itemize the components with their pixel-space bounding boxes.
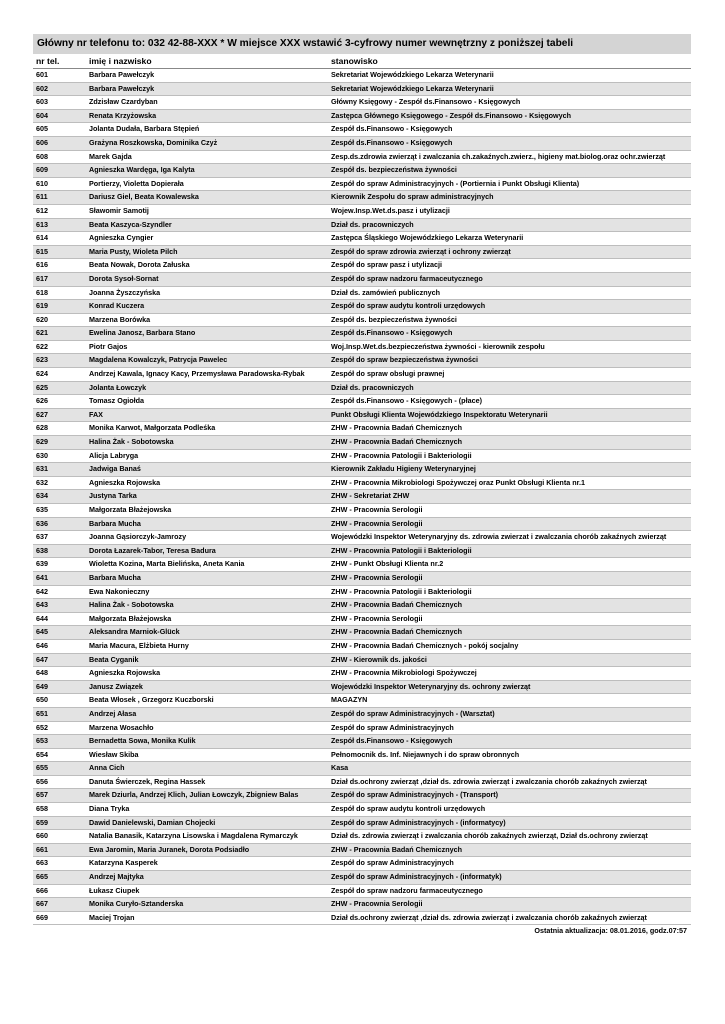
person-name-cell: Dariusz Giel, Beata Kowalewska xyxy=(86,191,328,205)
person-name-cell: Katarzyna Kasperek xyxy=(86,857,328,871)
table-row xyxy=(33,857,691,871)
table-row xyxy=(33,884,691,898)
position-cell: Zespół ds.Finansowo - Księgowych xyxy=(328,735,691,749)
table-row xyxy=(33,123,691,137)
phone-extension-cell: 661 xyxy=(33,843,86,857)
table-row xyxy=(33,667,691,681)
position-cell: Zespół do spraw zdrowia zwierząt i ochrony zwierząt xyxy=(328,245,691,259)
position-cell: Dział ds. zamówień publicznych xyxy=(328,286,691,300)
phone-extension-cell: 603 xyxy=(33,96,86,110)
person-name-cell: Zdzisław Czardyban xyxy=(86,96,328,110)
person-name-cell: Tomasz Ogiołda xyxy=(86,395,328,409)
position-cell: Zespół do spraw audytu kontroli urzędowych xyxy=(328,803,691,817)
phone-extension-cell: 620 xyxy=(33,313,86,327)
position-cell: Zespół do spraw Administracyjnych - (Portiernia i Punkt Obsługi Klienta) xyxy=(328,177,691,191)
person-name-cell: Natalia Banasik, Katarzyna Lisowska i Magdalena Rymarczyk xyxy=(86,830,328,844)
person-name-cell: Ewa Jaromin, Maria Juranek, Dorota Podsiadło xyxy=(86,843,328,857)
position-cell: ZHW - Sekretariat ZHW xyxy=(328,490,691,504)
position-cell: Główny Księgowy - Zespół ds.Finansowo - Księgowych xyxy=(328,96,691,110)
phone-extension-cell: 654 xyxy=(33,748,86,762)
position-cell: Dział ds. zdrowia zwierząt i zwalczania chorób zakaźnych zwierząt, Dział ds.ochrony zwierząt xyxy=(328,830,691,844)
position-cell: Kierownik Zespołu do spraw administracyjnych xyxy=(328,191,691,205)
position-cell: Zespół ds.Finansowo - Księgowych xyxy=(328,327,691,341)
person-name-cell: Monika Curyło-Sztanderska xyxy=(86,898,328,912)
phone-extension-cell: 655 xyxy=(33,762,86,776)
phone-extension-cell: 637 xyxy=(33,531,86,545)
person-name-cell: Danuta Świerczek, Regina Hassek xyxy=(86,775,328,789)
table-row xyxy=(33,803,691,817)
table-row xyxy=(33,680,691,694)
table-row xyxy=(33,612,691,626)
phone-extension-cell: 623 xyxy=(33,354,86,368)
person-name-cell: Andrzej Ałasa xyxy=(86,707,328,721)
person-name-cell: Dorota Sysoł-Sornat xyxy=(86,272,328,286)
person-name-cell: Aleksandra Marniok-Glück xyxy=(86,626,328,640)
table-row xyxy=(33,232,691,246)
phone-extension-cell: 657 xyxy=(33,789,86,803)
table-row xyxy=(33,653,691,667)
phone-extension-cell: 625 xyxy=(33,381,86,395)
person-name-cell: Barbara Pawełczyk xyxy=(86,82,328,96)
position-cell: ZHW - Pracownia Patologii i Bakteriologii xyxy=(328,544,691,558)
position-cell: Pełnomocnik ds. Inf. Niejawnych i do spraw obronnych xyxy=(328,748,691,762)
position-cell: Zespół ds.Finansowo - Księgowych xyxy=(328,136,691,150)
table-row xyxy=(33,327,691,341)
position-cell: Zastępca Głównego Księgowego - Zespół ds.Finansowo - Księgowych xyxy=(328,109,691,123)
phone-extension-cell: 649 xyxy=(33,680,86,694)
table-row xyxy=(33,164,691,178)
person-name-cell: Wioletta Kozina, Marta Bielińska, Aneta Kania xyxy=(86,558,328,572)
person-name-cell: Agnieszka Rojowska xyxy=(86,476,328,490)
person-name-cell: Jolanta Łowczyk xyxy=(86,381,328,395)
person-name-cell: Sławomir Samotij xyxy=(86,204,328,218)
person-name-cell: Andrzej Kawala, Ignacy Kacy, Przemysława Paradowska-Rybak xyxy=(86,368,328,382)
table-row xyxy=(33,789,691,803)
position-cell: ZHW - Pracownia Serologii xyxy=(328,612,691,626)
position-cell: Zespół do spraw Administracyjnych xyxy=(328,857,691,871)
phone-extension-cell: 656 xyxy=(33,775,86,789)
phone-extension-cell: 632 xyxy=(33,476,86,490)
person-name-cell: Agnieszka Rojowska xyxy=(86,667,328,681)
table-row xyxy=(33,476,691,490)
phone-extension-cell: 646 xyxy=(33,639,86,653)
table-row xyxy=(33,571,691,585)
phone-extension-cell: 669 xyxy=(33,911,86,925)
person-name-cell: Barbara Mucha xyxy=(86,571,328,585)
person-name-cell: Agnieszka Cyngier xyxy=(86,232,328,246)
table-row xyxy=(33,177,691,191)
position-cell: Zespół ds. bezpieczeństwa żywności xyxy=(328,164,691,178)
person-name-cell: Andrzej Majtyka xyxy=(86,871,328,885)
position-cell: ZHW - Pracownia Serologii xyxy=(328,504,691,518)
table-row xyxy=(33,408,691,422)
person-name-cell: Marzena Borówka xyxy=(86,313,328,327)
position-cell: ZHW - Kierownik ds. jakości xyxy=(328,653,691,667)
person-name-cell: Alicja Labryga xyxy=(86,449,328,463)
person-name-cell: Maria Macura, Elżbieta Hurny xyxy=(86,639,328,653)
position-cell: Sekretariat Wojewódzkiego Lekarza Weterynarii xyxy=(328,82,691,96)
person-name-cell: Agnieszka Wardęga, Iga Kalyta xyxy=(86,164,328,178)
phone-extension-cell: 634 xyxy=(33,490,86,504)
position-cell: ZHW - Pracownia Badań Chemicznych xyxy=(328,626,691,640)
table-row xyxy=(33,898,691,912)
table-row xyxy=(33,313,691,327)
phone-extension-cell: 642 xyxy=(33,585,86,599)
phone-extension-cell: 609 xyxy=(33,164,86,178)
person-name-cell: Joanna Żyszczyńska xyxy=(86,286,328,300)
table-row xyxy=(33,259,691,273)
phone-extension-cell: 666 xyxy=(33,884,86,898)
person-name-cell: Marek Dziurla, Andrzej Klich, Julian Łowczyk, Zbigniew Balas xyxy=(86,789,328,803)
position-cell: Zespół do spraw Administracyjnych xyxy=(328,721,691,735)
person-name-cell: Maria Pusty, Wioleta Pilch xyxy=(86,245,328,259)
table-row xyxy=(33,735,691,749)
phone-extension-cell: 641 xyxy=(33,571,86,585)
table-row xyxy=(33,109,691,123)
person-name-cell: Małgorzata Błażejowska xyxy=(86,504,328,518)
position-cell: Zespół do spraw Administracyjnych - (Warsztat) xyxy=(328,707,691,721)
position-cell: Zespół do spraw nadzoru farmaceutycznego xyxy=(328,884,691,898)
phone-extension-cell: 651 xyxy=(33,707,86,721)
column-header-number: nr tel. xyxy=(33,54,86,69)
person-name-cell: Beata Kaszyca-Szyndler xyxy=(86,218,328,232)
person-name-cell: Konrad Kuczera xyxy=(86,300,328,314)
table-row xyxy=(33,911,691,925)
table-row xyxy=(33,694,691,708)
position-cell: ZHW - Pracownia Badań Chemicznych xyxy=(328,843,691,857)
phone-extension-cell: 659 xyxy=(33,816,86,830)
phone-extension-cell: 617 xyxy=(33,272,86,286)
phone-extension-cell: 618 xyxy=(33,286,86,300)
position-cell: ZHW - Pracownia Badań Chemicznych xyxy=(328,436,691,450)
table-row xyxy=(33,626,691,640)
person-name-cell: Małgorzata Błażejowska xyxy=(86,612,328,626)
position-cell: Zespół ds.Finansowo - Księgowych xyxy=(328,123,691,137)
table-row xyxy=(33,585,691,599)
position-cell: Wojewódzki Inspektor Weterynaryjny ds. ochrony zwierząt xyxy=(328,680,691,694)
person-name-cell: Jolanta Dudała, Barbara Stępień xyxy=(86,123,328,137)
table-row xyxy=(33,843,691,857)
phone-extension-cell: 614 xyxy=(33,232,86,246)
phone-extension-cell: 667 xyxy=(33,898,86,912)
position-cell: ZHW - Pracownia Mikrobiologi Spożywczej oraz Punkt Obsługi Klienta nr.1 xyxy=(328,476,691,490)
position-cell: Zespół do spraw pasz i utylizacji xyxy=(328,259,691,273)
phone-extension-cell: 647 xyxy=(33,653,86,667)
column-header-name: imię i nazwisko xyxy=(86,54,328,69)
directory-table xyxy=(33,54,691,925)
person-name-cell: Halina Żak - Sobotowska xyxy=(86,436,328,450)
table-row xyxy=(33,204,691,218)
table-row xyxy=(33,340,691,354)
position-cell: Dział ds.ochrony zwierząt ,dział ds. zdrowia zwierząt i zwalczania chorób zakaźnych zwierząt xyxy=(328,775,691,789)
phone-extension-cell: 616 xyxy=(33,259,86,273)
position-cell: Wojewódzki Inspektor Weterynaryjny ds. zdrowia zwierzat i zwalczania chorób zakaźnych zwierząt xyxy=(328,531,691,545)
position-cell: MAGAZYN xyxy=(328,694,691,708)
table-row xyxy=(33,599,691,613)
person-name-cell: Maciej Trojan xyxy=(86,911,328,925)
phone-extension-cell: 621 xyxy=(33,327,86,341)
phone-extension-cell: 658 xyxy=(33,803,86,817)
table-row xyxy=(33,368,691,382)
phone-extension-cell: 604 xyxy=(33,109,86,123)
position-cell: Dział ds. pracowniczych xyxy=(328,218,691,232)
phone-extension-cell: 630 xyxy=(33,449,86,463)
table-row xyxy=(33,707,691,721)
position-cell: Zespół do spraw Administracyjnych - (Transport) xyxy=(328,789,691,803)
phone-extension-cell: 652 xyxy=(33,721,86,735)
position-cell: ZHW - Pracownia Serologii xyxy=(328,517,691,531)
person-name-cell: Łukasz Ciupek xyxy=(86,884,328,898)
position-cell: ZHW - Pracownia Badań Chemicznych - pokój socjalny xyxy=(328,639,691,653)
table-row xyxy=(33,748,691,762)
position-cell: Zespół do spraw Administracyjnych - (informatyk) xyxy=(328,871,691,885)
phone-extension-cell: 601 xyxy=(33,69,86,83)
phone-extension-cell: 615 xyxy=(33,245,86,259)
table-row xyxy=(33,218,691,232)
person-name-cell: Jadwiga Banaś xyxy=(86,463,328,477)
table-row xyxy=(33,639,691,653)
position-cell: ZHW - Pracownia Mikrobiologi Spożywczej xyxy=(328,667,691,681)
position-cell: Zastępca Śląskiego Wojewódzkiego Lekarza Weterynarii xyxy=(328,232,691,246)
position-cell: Zespół do spraw obsługi prawnej xyxy=(328,368,691,382)
phone-extension-cell: 624 xyxy=(33,368,86,382)
person-name-cell: Dorota Łazarek-Tabor, Teresa Badura xyxy=(86,544,328,558)
table-row xyxy=(33,354,691,368)
phone-extension-cell: 636 xyxy=(33,517,86,531)
table-row xyxy=(33,69,691,83)
phone-extension-cell: 612 xyxy=(33,204,86,218)
phone-extension-cell: 608 xyxy=(33,150,86,164)
table-row xyxy=(33,463,691,477)
phone-extension-cell: 650 xyxy=(33,694,86,708)
phone-extension-cell: 638 xyxy=(33,544,86,558)
table-row xyxy=(33,449,691,463)
person-name-cell: Bernadetta Sowa, Monika Kulik xyxy=(86,735,328,749)
phone-extension-cell: 643 xyxy=(33,599,86,613)
table-row xyxy=(33,136,691,150)
person-name-cell: Piotr Gajos xyxy=(86,340,328,354)
phone-extension-cell: 605 xyxy=(33,123,86,137)
table-row xyxy=(33,490,691,504)
table-row xyxy=(33,191,691,205)
phone-extension-cell: 626 xyxy=(33,395,86,409)
phone-extension-cell: 660 xyxy=(33,830,86,844)
person-name-cell: Grażyna Roszkowska, Dominika Czyż xyxy=(86,136,328,150)
position-cell: Zespół ds.Finansowo - Księgowych - (płace) xyxy=(328,395,691,409)
position-cell: ZHW - Pracownia Patologii i Bakteriologii xyxy=(328,585,691,599)
table-row xyxy=(33,422,691,436)
position-cell: Zespół ds. bezpieczeństwa żywności xyxy=(328,313,691,327)
phone-extension-cell: 663 xyxy=(33,857,86,871)
person-name-cell: Portierzy, Violetta Dopierała xyxy=(86,177,328,191)
phone-extension-cell: 627 xyxy=(33,408,86,422)
phone-extension-cell: 619 xyxy=(33,300,86,314)
table-row xyxy=(33,245,691,259)
position-cell: Kasa xyxy=(328,762,691,776)
header-row xyxy=(33,54,691,69)
table-row xyxy=(33,871,691,885)
table-row xyxy=(33,381,691,395)
table-row xyxy=(33,721,691,735)
position-cell: Punkt Obsługi Klienta Wojewódzkiego Inspektoratu Weterynarii xyxy=(328,408,691,422)
position-cell: ZHW - Pracownia Serologii xyxy=(328,898,691,912)
table-row xyxy=(33,830,691,844)
table-row xyxy=(33,558,691,572)
person-name-cell: Joanna Gąsiorczyk-Jamrozy xyxy=(86,531,328,545)
table-row xyxy=(33,436,691,450)
person-name-cell: Diana Tryka xyxy=(86,803,328,817)
table-row xyxy=(33,300,691,314)
table-row xyxy=(33,96,691,110)
position-cell: Zespół do spraw audytu kontroli urzędowych xyxy=(328,300,691,314)
phone-extension-cell: 653 xyxy=(33,735,86,749)
phone-extension-cell: 631 xyxy=(33,463,86,477)
person-name-cell: Magdalena Kowalczyk, Patrycja Pawelec xyxy=(86,354,328,368)
person-name-cell: Marzena Wosachło xyxy=(86,721,328,735)
column-header-position: stanowisko xyxy=(328,54,691,69)
position-cell: Kierownik Zakładu Higieny Weterynaryjnej xyxy=(328,463,691,477)
phone-extension-cell: 613 xyxy=(33,218,86,232)
table-row xyxy=(33,150,691,164)
position-cell: Dział ds. pracowniczych xyxy=(328,381,691,395)
position-cell: Sekretariat Wojewódzkiego Lekarza Weterynarii xyxy=(328,69,691,83)
position-cell: Zespół do spraw bezpieczeństwa żywności xyxy=(328,354,691,368)
table-row xyxy=(33,775,691,789)
phone-extension-cell: 629 xyxy=(33,436,86,450)
table-row xyxy=(33,272,691,286)
phone-extension-cell: 635 xyxy=(33,504,86,518)
position-cell: Zespół do spraw nadzoru farmaceutycznego xyxy=(328,272,691,286)
person-name-cell: Barbara Mucha xyxy=(86,517,328,531)
phone-extension-cell: 602 xyxy=(33,82,86,96)
table-row xyxy=(33,816,691,830)
table-row xyxy=(33,82,691,96)
person-name-cell: Ewelina Janosz, Barbara Stano xyxy=(86,327,328,341)
phone-extension-cell: 648 xyxy=(33,667,86,681)
person-name-cell: Wiesław Skiba xyxy=(86,748,328,762)
person-name-cell: Marek Gajda xyxy=(86,150,328,164)
person-name-cell: Beata Nowak, Dorota Załuska xyxy=(86,259,328,273)
position-cell: Zespół do spraw Administracyjnych - (informatycy) xyxy=(328,816,691,830)
last-update-note: Ostatnia aktualizacja: 08.01.2016, godz.07:57 xyxy=(534,926,687,936)
position-cell: Wojew.Insp.Wet.ds.pasz i utylizacji xyxy=(328,204,691,218)
person-name-cell: Halina Żak - Sobotowska xyxy=(86,599,328,613)
phone-extension-cell: 610 xyxy=(33,177,86,191)
phone-extension-cell: 628 xyxy=(33,422,86,436)
table-row xyxy=(33,544,691,558)
person-name-cell: Beata Włosek , Grzegorz Kuczborski xyxy=(86,694,328,708)
person-name-cell: Barbara Pawełczyk xyxy=(86,69,328,83)
position-cell: Dział ds.ochrony zwierząt ,dział ds. zdrowia zwierząt i zwalczania chorób zakaźnych zwierząt xyxy=(328,911,691,925)
table-row xyxy=(33,517,691,531)
person-name-cell: FAX xyxy=(86,408,328,422)
position-cell: Zesp.ds.zdrowia zwierząt i zwalczania ch.zakaźnych.zwierz., higieny mat.biolog.oraz ochr.zwierząt xyxy=(328,150,691,164)
position-cell: Woj.Insp.Wet.ds.bezpieczeństwa żywności - kierownik zespołu xyxy=(328,340,691,354)
person-name-cell: Justyna Tarka xyxy=(86,490,328,504)
page-title: Główny nr telefonu to: 032 42-88-XXX * W miejsce XXX wstawić 3-cyfrowy numer wewnętrzny z poniższej tabeli xyxy=(33,34,691,54)
position-cell: ZHW - Pracownia Badań Chemicznych xyxy=(328,599,691,613)
phone-extension-cell: 606 xyxy=(33,136,86,150)
person-name-cell: Anna Cich xyxy=(86,762,328,776)
table-row xyxy=(33,531,691,545)
position-cell: ZHW - Pracownia Serologii xyxy=(328,571,691,585)
phone-extension-cell: 644 xyxy=(33,612,86,626)
table-body xyxy=(33,69,691,925)
position-cell: ZHW - Pracownia Patologii i Bakteriologii xyxy=(328,449,691,463)
phone-extension-cell: 639 xyxy=(33,558,86,572)
phone-directory xyxy=(33,34,691,935)
table-row xyxy=(33,762,691,776)
position-cell: ZHW - Punkt Obsługi Klienta nr.2 xyxy=(328,558,691,572)
table-row xyxy=(33,395,691,409)
phone-extension-cell: 622 xyxy=(33,340,86,354)
person-name-cell: Ewa Nakonieczny xyxy=(86,585,328,599)
table-row xyxy=(33,286,691,300)
phone-extension-cell: 645 xyxy=(33,626,86,640)
person-name-cell: Renata Krzyżowska xyxy=(86,109,328,123)
person-name-cell: Dawid Danielewski, Damian Chojecki xyxy=(86,816,328,830)
table-row xyxy=(33,504,691,518)
person-name-cell: Beata Cyganik xyxy=(86,653,328,667)
phone-extension-cell: 665 xyxy=(33,871,86,885)
person-name-cell: Janusz Związek xyxy=(86,680,328,694)
position-cell: ZHW - Pracownia Badań Chemicznych xyxy=(328,422,691,436)
phone-extension-cell: 611 xyxy=(33,191,86,205)
person-name-cell: Monika Karwot, Małgorzata Podleśka xyxy=(86,422,328,436)
